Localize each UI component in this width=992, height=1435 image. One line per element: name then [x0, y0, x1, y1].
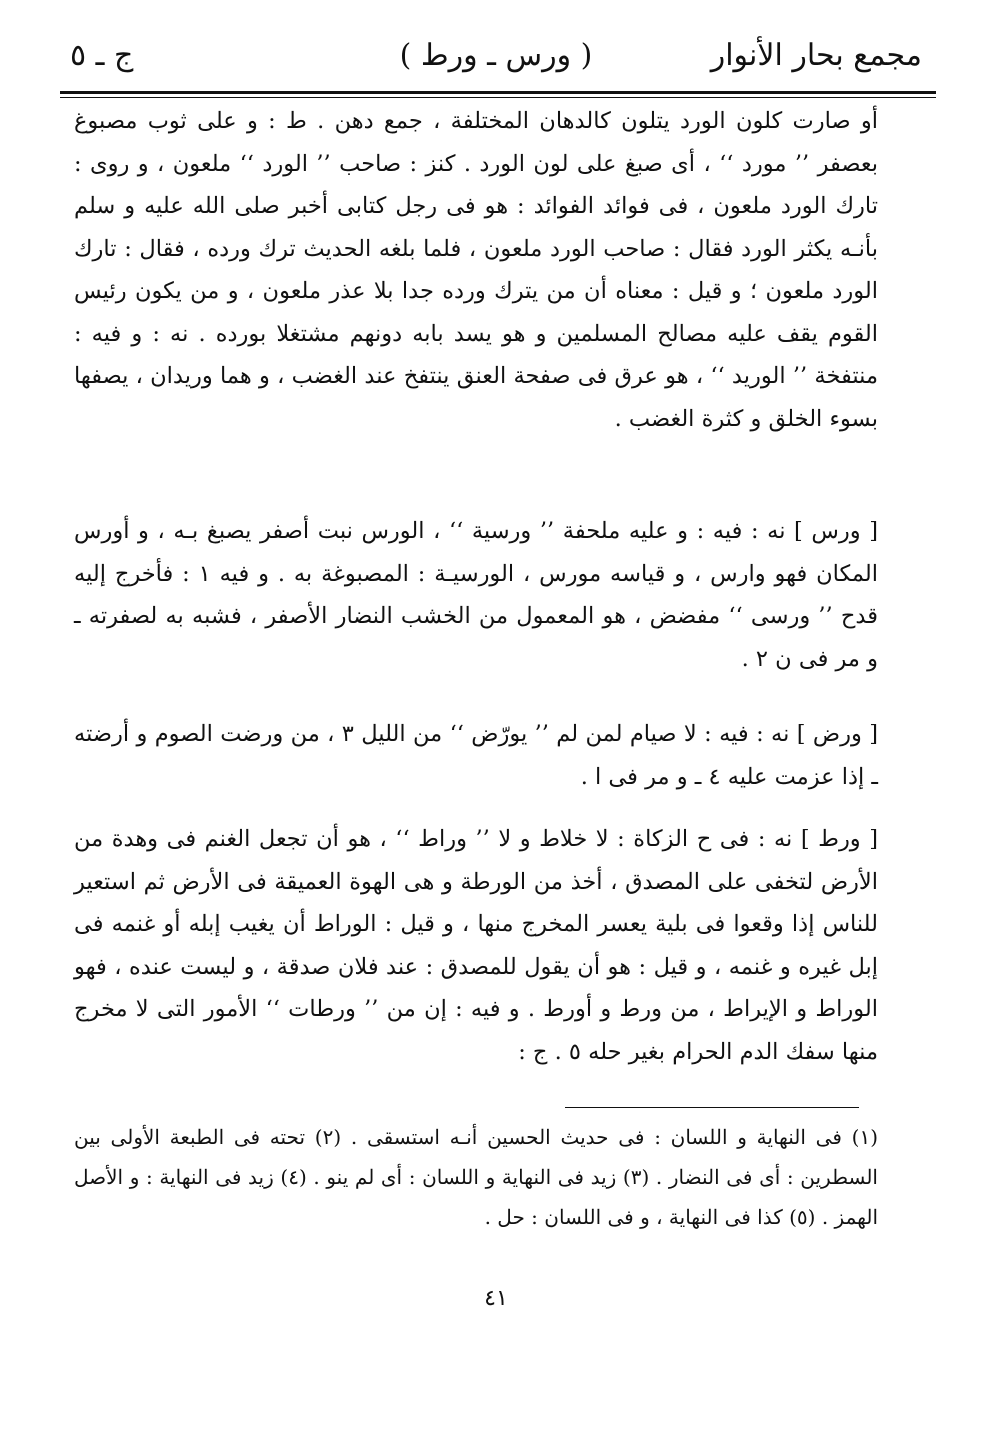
footnotes: (١) فى النهاية و اللسان : فى حديث الحسين أنـه استسقى . (٢) تحته فى الطبعة الأولى بين السطرين : أى فى النضار . (٣) زيد فى النهاية و اللسان : أى لم ينو . (٤) زيد فى النهاية : و الأصل الهمز . (٥) كذا فى النهاية ، و فى اللسان : حل .	[74, 1125, 879, 1229]
page-number: ٤١	[484, 1286, 508, 1311]
section-title: ( ورس ـ ورط )	[399, 38, 593, 73]
footnote-rule	[565, 1107, 859, 1108]
paragraph-ward: أو صارت كلون الورد يتلون كالدهان المختلفة ، جمع دهن . ط : و على ثوب مصبوغ بعصفر ’’ مورد ‘‘ ، أى صبغ على لون الورد . كنز : صاحب ’’ الورد ‘‘ ملعون ، و روى : تارك الورد ملعون ، فى فوائد الفوائد : هو فى رجل كتابى أخبر صلى الله عليه و سلم بأنـه يكثر الورد فقال : صاحب الورد ملعون ، فلما بلغه الحديث ترك ورده ، فقال : تارك الورد ملعون ؛ و قيل : معناه أن من يترك ورده جدا بلا عذر ملعون ، و من يكون رئيس القوم يقف عليه مصالح المسلمين و هو يسد بابه دونهم مشتغلا بورده . نه : و فيه : منتفخة ’’ الوريد ‘‘ ، هو عرق فى صفحة العنق ينتفخ عند الغضب ، و هما وريدان ، يصفها بسوء الخلق و كثرة الغضب .	[74, 108, 878, 432]
volume-label: ج ـ ٥	[70, 38, 134, 73]
paragraph-wart: [ ورط ] نه : فى ح الزكاة : لا خلاط و لا ’’ وراط ‘‘ ، هو أن تجعل الغنم فى وهدة من الأرض لتخفى على المصدق ، أخذ من الورطة و هى الهوة العميقة فى الأرض ثم استعير للناس إذا وقعوا فى بلية يعسر المخرج منها ، و قيل : الوراط أن يغيب إبله أو غنمه فى إبل غيره و غنمه ، و قيل : هو أن يقول للمصدق : عند فلان صدقة ، و ليست عنده ، فهو الوراط و الإيراط ، من ورط و أورط . و فيه : إن من ’’ ورطات ‘‘ الأمور التى لا مخرج منها سفك الدم الحرام بغير حله ٥ . ج :	[74, 826, 878, 1065]
book-title: مجمع بحار الأنوار	[710, 38, 922, 73]
header-rule-thin	[60, 97, 936, 98]
paragraph-ward-ra: [ ورض ] نه : فيه : لا صيام لمن لم ’’ يورّض ‘‘ من الليل ٣ ، من ورضت الصوم و أرضته ـ إذا عزمت عليه ٤ ـ و مر فى ا .	[74, 721, 878, 790]
header-rule-thick	[60, 91, 936, 94]
paragraph-wars: [ ورس ] نه : فيه : و عليه ملحفة ’’ ورسية ‘‘ ، الورس نبت أصفر يصبغ بـه ، و أورس المكان فهو وارس ، و قياسه مورس ، الورسيـة : المصبوغة به . و فيه ١ : فأخرج إليه قدح ’’ ورسى ‘‘ مفضض ، هو المعمول من الخشب النضار الأصفر ، فشبه به لصفرته ـ و مر فى ن ٢ .	[74, 518, 878, 672]
